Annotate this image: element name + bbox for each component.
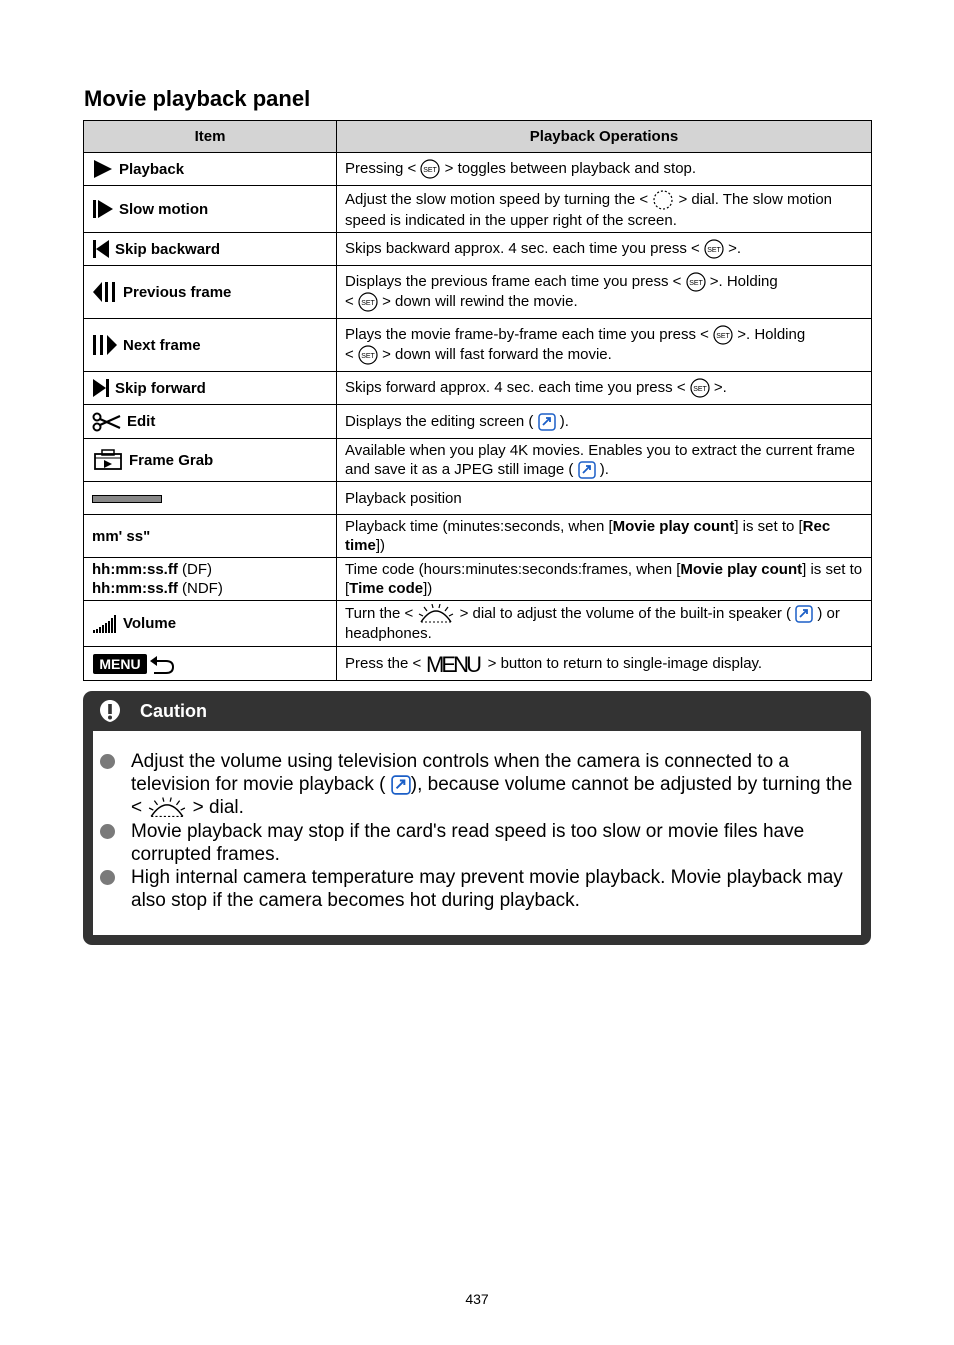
list-item: Adjust the volume using television controls when the camera is connected to a television for movie playback ( ), because volume cannot be adjusted by turning the < > dial. bbox=[93, 750, 853, 820]
svg-text:MENU: MENU bbox=[99, 655, 141, 672]
quick-control-dial-icon bbox=[652, 189, 674, 211]
set-button-icon bbox=[358, 292, 378, 312]
item-label: Playback bbox=[119, 160, 185, 178]
table-row: Playback Pressing < SET > toggles between playback and stop. bbox=[84, 153, 872, 186]
table-row: Previous frame Displays the previous frame each time you press < SET >. Holding < SET > down will rewind the movie. bbox=[84, 266, 872, 319]
svg-text:SET: SET bbox=[361, 353, 375, 361]
item-label: Volume bbox=[123, 615, 177, 633]
item-label: Next frame bbox=[123, 336, 201, 354]
set-button-icon bbox=[690, 378, 710, 398]
menu-return-icon bbox=[92, 653, 176, 675]
table-row: Edit Displays the editing screen ( ). bbox=[84, 405, 872, 439]
table-row: Skip forward Skips forward approx. 4 sec. each time you press < SET >. bbox=[84, 372, 872, 405]
table-row: Next frame Plays the movie frame-by-frame each time you press < SET >. Holding < SET > down will fast forward the movie. bbox=[84, 319, 872, 372]
link-reference-icon[interactable] bbox=[538, 413, 556, 431]
caution-body bbox=[93, 731, 861, 935]
page-title: Movie playback panel bbox=[84, 86, 311, 111]
svg-text:SET: SET bbox=[361, 300, 375, 308]
list-item: Movie playback may stop if the card's read speed is too slow or movie files have corrupted frames. bbox=[93, 820, 853, 866]
playback-position-bar bbox=[92, 495, 162, 503]
svg-text:SET: SET bbox=[688, 280, 703, 287]
set-button-icon bbox=[420, 159, 440, 179]
slow-motion-icon bbox=[92, 199, 114, 219]
item-label: Slow motion bbox=[119, 200, 209, 218]
table-header-row bbox=[84, 121, 872, 153]
item-label: Frame Grab bbox=[129, 451, 214, 469]
item-label: Previous frame bbox=[123, 283, 232, 301]
set-button-icon bbox=[686, 272, 706, 292]
svg-text:MENU: MENU bbox=[426, 652, 483, 675]
playback-operations-table bbox=[83, 120, 872, 681]
page-number: 437 bbox=[465, 1291, 489, 1307]
bullet-icon bbox=[100, 870, 115, 885]
main-dial-icon bbox=[147, 796, 187, 820]
item-label: Skip forward bbox=[115, 379, 206, 397]
skip-forward-icon bbox=[92, 378, 110, 398]
scissors-icon bbox=[92, 412, 122, 432]
svg-text:SET: SET bbox=[707, 247, 721, 255]
caution-box bbox=[83, 691, 871, 945]
previous-frame-icon bbox=[92, 281, 118, 303]
volume-icon bbox=[92, 614, 118, 634]
table-row: hh:mm:ss.ff (DF) hh:mm:ss.ff (NDF) Time code (hours:minutes:seconds:frames, when [Movie play count] is set to [Time code]) bbox=[84, 558, 872, 601]
link-reference-icon[interactable] bbox=[795, 605, 813, 623]
table-row: Slow motion Adjust the slow motion speed by turning the < > dial. The slow motion speed is indicated in the upper right of the screen. bbox=[84, 186, 872, 233]
table-row: MENU Press the < MENU > button to return to single-image display. bbox=[84, 647, 872, 681]
set-button-icon bbox=[358, 345, 378, 365]
item-label: Edit bbox=[127, 413, 156, 430]
link-reference-icon[interactable] bbox=[391, 775, 411, 795]
next-frame-icon bbox=[92, 334, 118, 356]
table-row: Frame Grab Available when you play 4K movies. Enables you to extract the current frame and save it as a JPEG still image ( ). bbox=[84, 439, 872, 482]
warning-icon bbox=[98, 699, 122, 723]
main-dial-icon bbox=[417, 604, 455, 624]
play-icon bbox=[92, 159, 114, 179]
link-reference-icon[interactable] bbox=[578, 461, 596, 479]
set-button-icon bbox=[713, 325, 733, 345]
list-item: High internal camera temperature may prevent movie playback. Movie playback may also stop if the camera becomes hot during playback. bbox=[93, 866, 853, 912]
caution-header bbox=[83, 691, 871, 731]
set-button-icon bbox=[704, 239, 724, 259]
svg-text:SET: SET bbox=[716, 333, 730, 340]
menu-button-icon bbox=[425, 653, 483, 675]
item-label: Skip backward bbox=[115, 240, 221, 258]
table-row: mm' ss" Playback time (minutes:seconds, when [Movie play count] is set to [Rec time]) bbox=[84, 515, 872, 558]
caution-list bbox=[93, 750, 853, 912]
table-row: Volume Turn the < > dial to adjust the volume of the built-in speaker ( ) or headphones. bbox=[84, 601, 872, 647]
svg-text:SET: SET bbox=[692, 386, 707, 394]
caution-title: Caution bbox=[140, 700, 207, 721]
item-label: mm' ss" bbox=[92, 527, 151, 545]
header-item: Item bbox=[84, 121, 337, 153]
svg-text:SET: SET bbox=[423, 167, 438, 175]
header-operations: Playback Operations bbox=[337, 121, 872, 153]
skip-backward-icon bbox=[92, 239, 110, 259]
table-row: Skip backward Skips backward approx. 4 sec. each time you press < SET >. bbox=[84, 233, 872, 266]
bullet-icon bbox=[100, 754, 115, 769]
frame-grab-icon bbox=[92, 449, 124, 471]
table-row: Playback position bbox=[84, 482, 872, 515]
bullet-icon bbox=[100, 824, 115, 839]
